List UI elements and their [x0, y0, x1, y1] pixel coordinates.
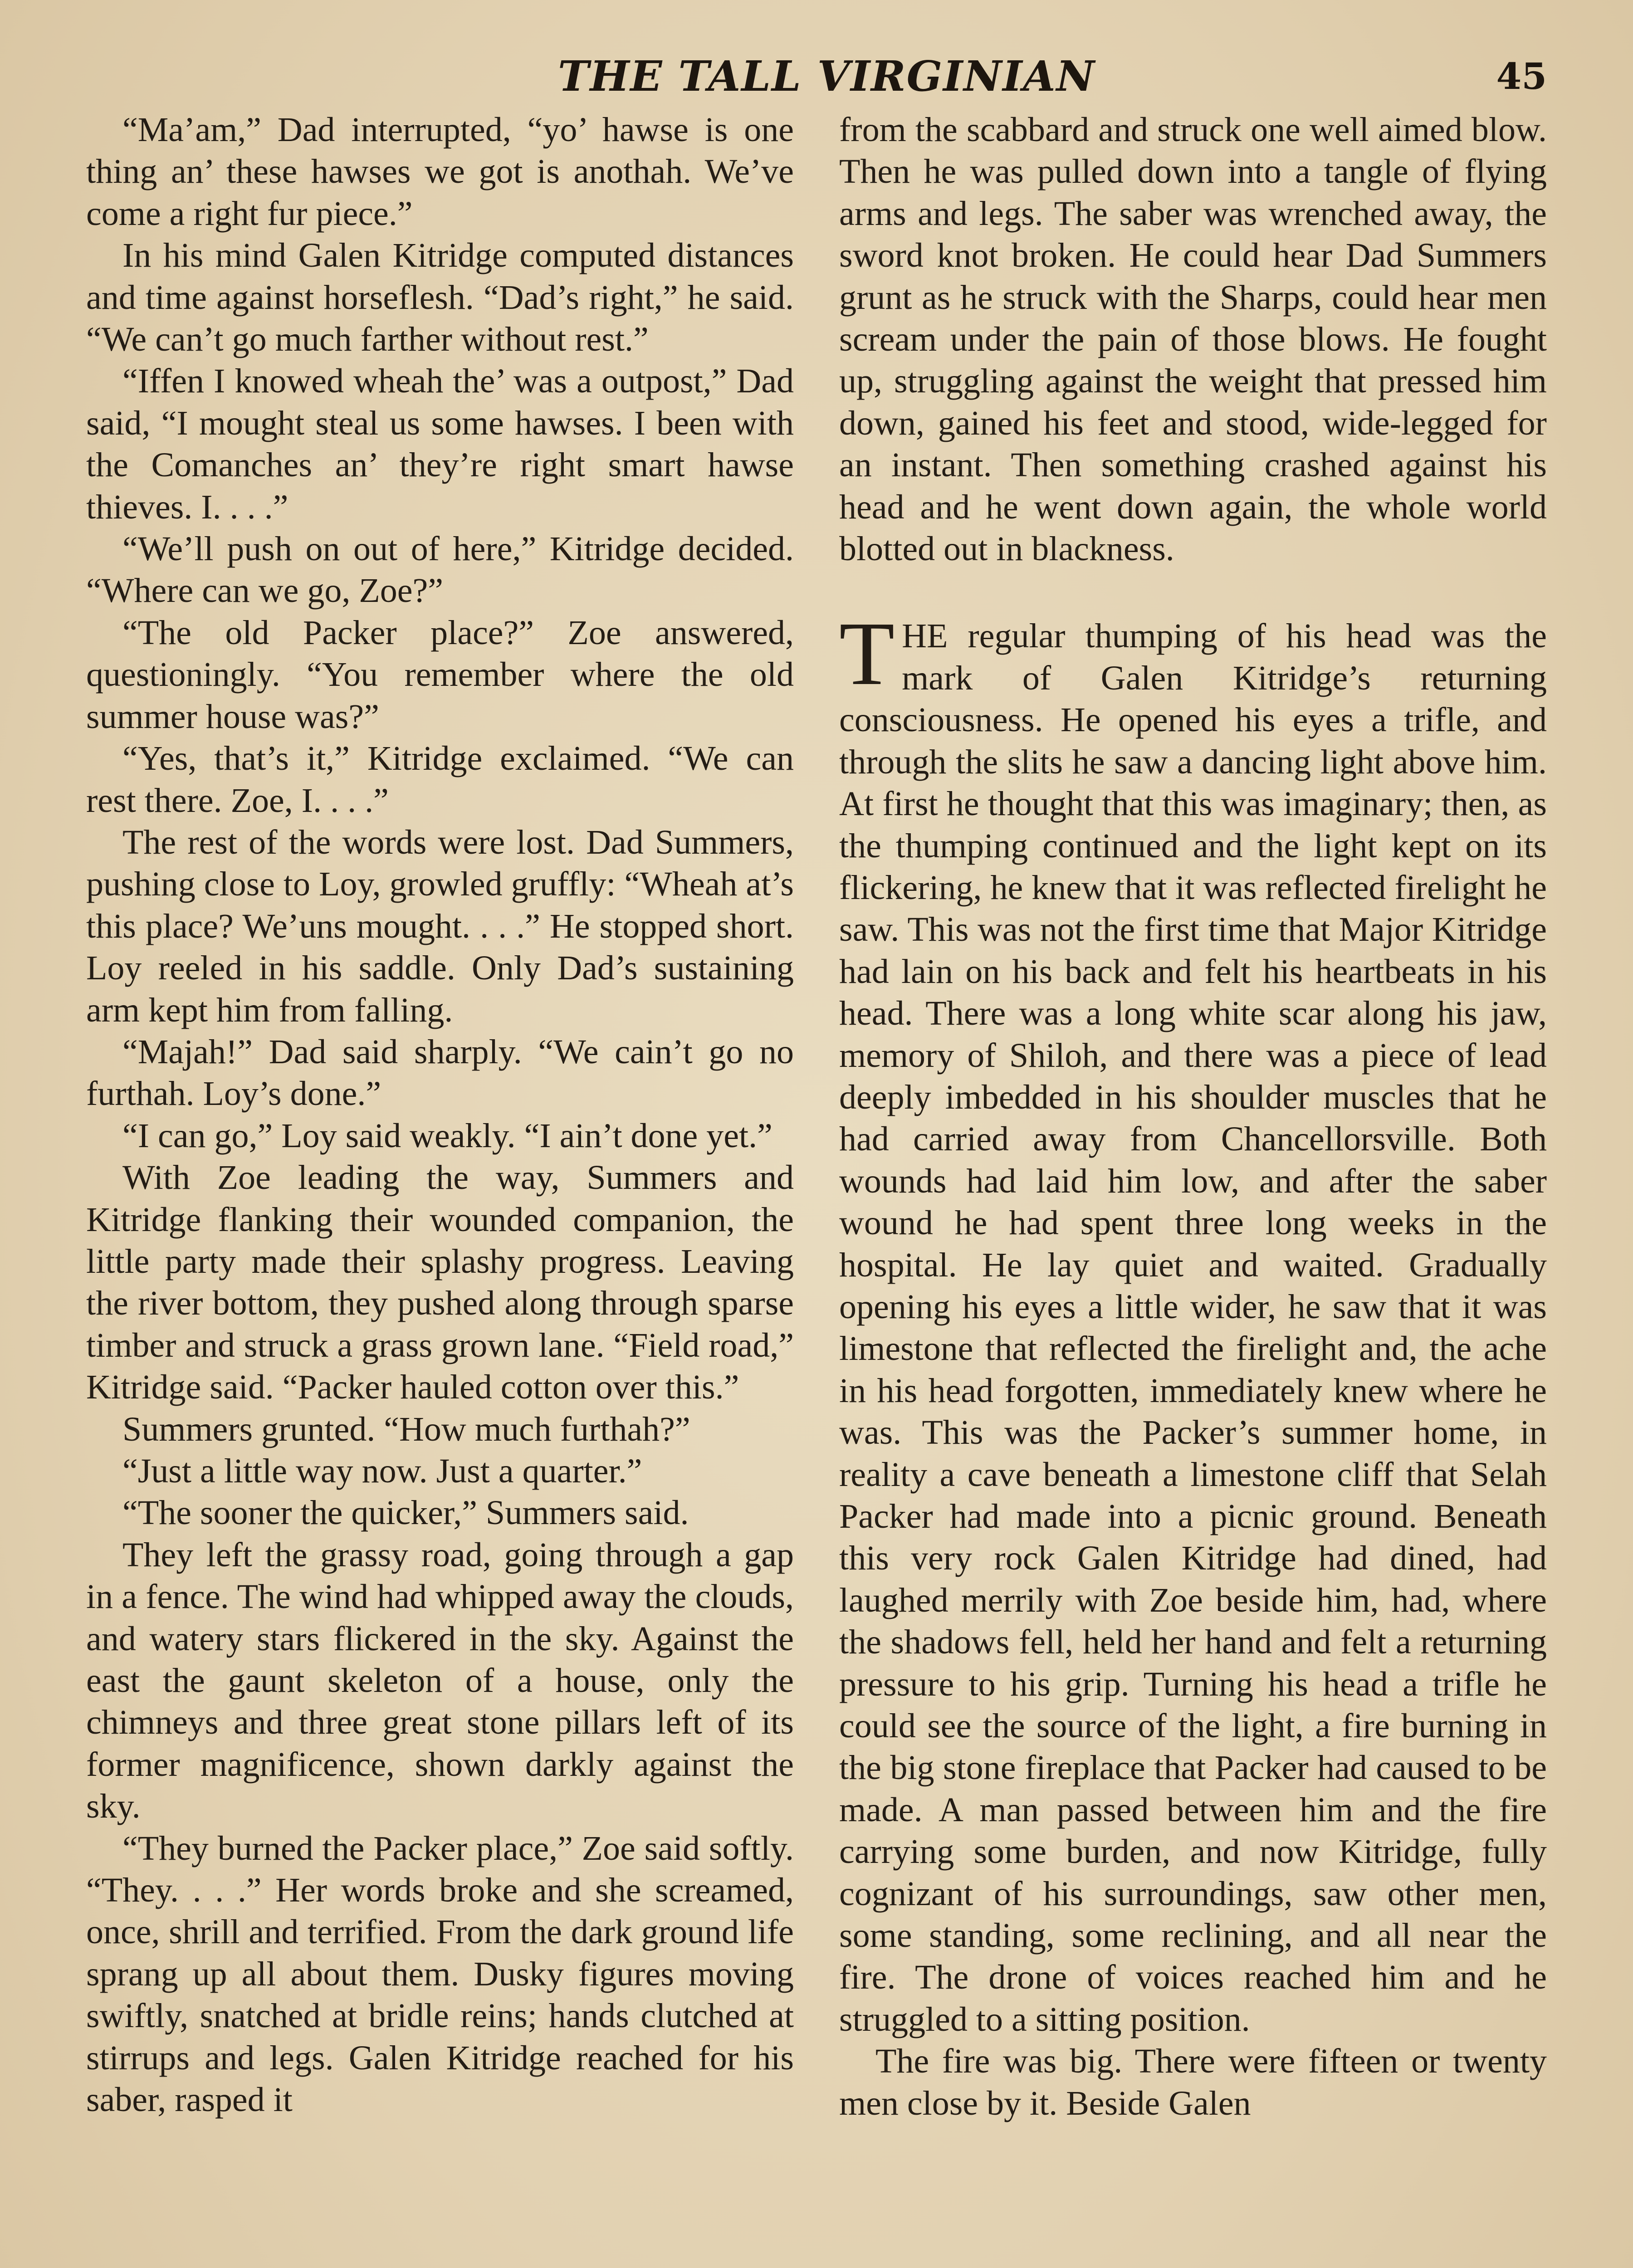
paragraph: from the scabbard and struck one well aimed blow. Then he was pulled down into a tangle of flying arms and legs. The saber was wrenched away, the sword knot broken. He could hear Dad Summers grunt as he struck with the Sharps, could hear men scream under the pain of those blows. He fought up, struggling against the weight that pressed him down, gained his feet and stood, wide-legged for an instant. Then something crashed against his head and he went down again, the whole world blotted out in blackness.: [839, 111, 1547, 568]
section-break: [839, 570, 1547, 615]
paragraph: “They burned the Packer place,” Zoe said softly. “They. . . .” Her words broke and she screamed, once, shrill and terrified. From the dark ground life sprang up all about them. Dusky figures moving swiftly, snatched at bridle reins; hands clutched at stirrups and legs. Galen Kitridge reached for his saber, rasped it: [86, 1829, 794, 2119]
paragraph: They left the grassy road, going through a gap in a fence. The wind had whipped away the clouds, and watery stars flickered in the sky. Against the east the gaunt skeleton of a house, only the chimneys and three great stone pillars left of its former magnificence, shown darkly against the sky.: [86, 1535, 794, 1826]
paragraph: “Yes, that’s it,” Kitridge exclaimed. “We can rest there. Zoe, I. . . .”: [86, 739, 794, 820]
paragraph: “Majah!” Dad said sharply. “We cain’t go no furthah. Loy’s done.”: [86, 1032, 794, 1113]
running-title: THE TALL VIRGINIAN: [558, 52, 1095, 101]
paragraph: “Just a little way now. Just a quarter.”: [122, 1452, 642, 1490]
page-header: [86, 49, 1547, 103]
paragraph: With Zoe leading the way, Summers and Kitridge flanking their wounded companion, the little party made their splashy progress. Leaving the river bottom, they pushed along through sparse timber and struck a grass grown lane. “Field road,” Kitridge said. “Packer hauled cotton over this.”: [86, 1158, 794, 1407]
page-number: 45: [1496, 55, 1547, 98]
paragraph: The fire was big. There were fifteen or twenty men close by it. Beside Galen: [839, 2042, 1547, 2122]
paragraph: “Iffen I knowed wheah the’ was a outpost,” Dad said, “I mought steal us some hawses. I been with the Comanches an’ they’re right smart hawse thieves. I. . . .”: [86, 362, 794, 526]
right-column: [839, 109, 1547, 2124]
paragraph: “Ma’am,” Dad interrupted, “yo’ hawse is one thing an’ these hawses we got is anothah. We’ve come a right fur piece.”: [86, 111, 794, 233]
paragraph: “The old Packer place?” Zoe answered, questioningly. “You remember where the old summer house was?”: [86, 613, 794, 736]
paragraph: In his mind Galen Kitridge computed distances and time against horseflesh. “Dad’s right,” he said. “We can’t go much farther without rest.”: [86, 236, 794, 359]
section-lead-paragraph: [839, 604, 1547, 2040]
section-lead-text: HE regular thumping of his head was the mark of Galen Kitridge’s returning consciousness. He opened his eyes a trifle, and through the slits he saw a dancing light above him. At first he thought that this was imaginary; then, as the thumping continued and the light kept on its flickering, he knew that it was reflected firelight he saw. This was not the first time that Major Kitridge had lain on his back and felt his heartbeats in his head. There was a long white scar along his jaw, memory of Shiloh, and there was a piece of lead deeply imbedded in his shoulder muscles that he had carried away from Chancellorsville. Both wounds had laid him low, and after the saber wound he had spent three long weeks in the hospital. He lay quiet and waited. Gradually opening his eyes a little wider, he saw that it was limestone that reflected the firelight and, the ache in his head forgotten, immediately knew where he was. This was the Packer’s summer home, in reality a cave beneath a limestone cliff that Selah Packer had made into a picnic ground. Beneath this very rock Galen Kitridge had dined, had laughed merrily with Zoe beside him, had, where the shadows fell, held her hand and felt a returning pressure to his grip. Turning his head a trifle he could see the source of the light, a fire burning in the big stone fireplace that Packer had caused to be made. A man passed between him and the fire carrying some burden, and now Kitridge, fully cognizant of his surroundings, saw other men, some standing, some reclining, and all near the fire. The drone of voices reached him and he struggled to a sitting position.: [839, 617, 1547, 2038]
paragraph: “I can go,” Loy said weakly. “I ain’t done yet.”: [122, 1116, 772, 1155]
left-column: [86, 109, 794, 2121]
paragraph: The rest of the words were lost. Dad Summers, pushing close to Loy, growled gruffly: “Wheah at’s this place? We’uns mought. . . .” He stopped short. Loy reeled in his saddle. Only Dad’s sustaining arm kept him from falling.: [86, 823, 794, 1029]
paragraph: Summers grunted. “How much furthah?”: [122, 1410, 690, 1448]
drop-cap: T: [839, 604, 895, 704]
paragraph: “We’ll push on out of here,” Kitridge decided. “Where can we go, Zoe?”: [86, 530, 794, 610]
paragraph: “The sooner the quicker,” Summers said.: [122, 1494, 689, 1532]
